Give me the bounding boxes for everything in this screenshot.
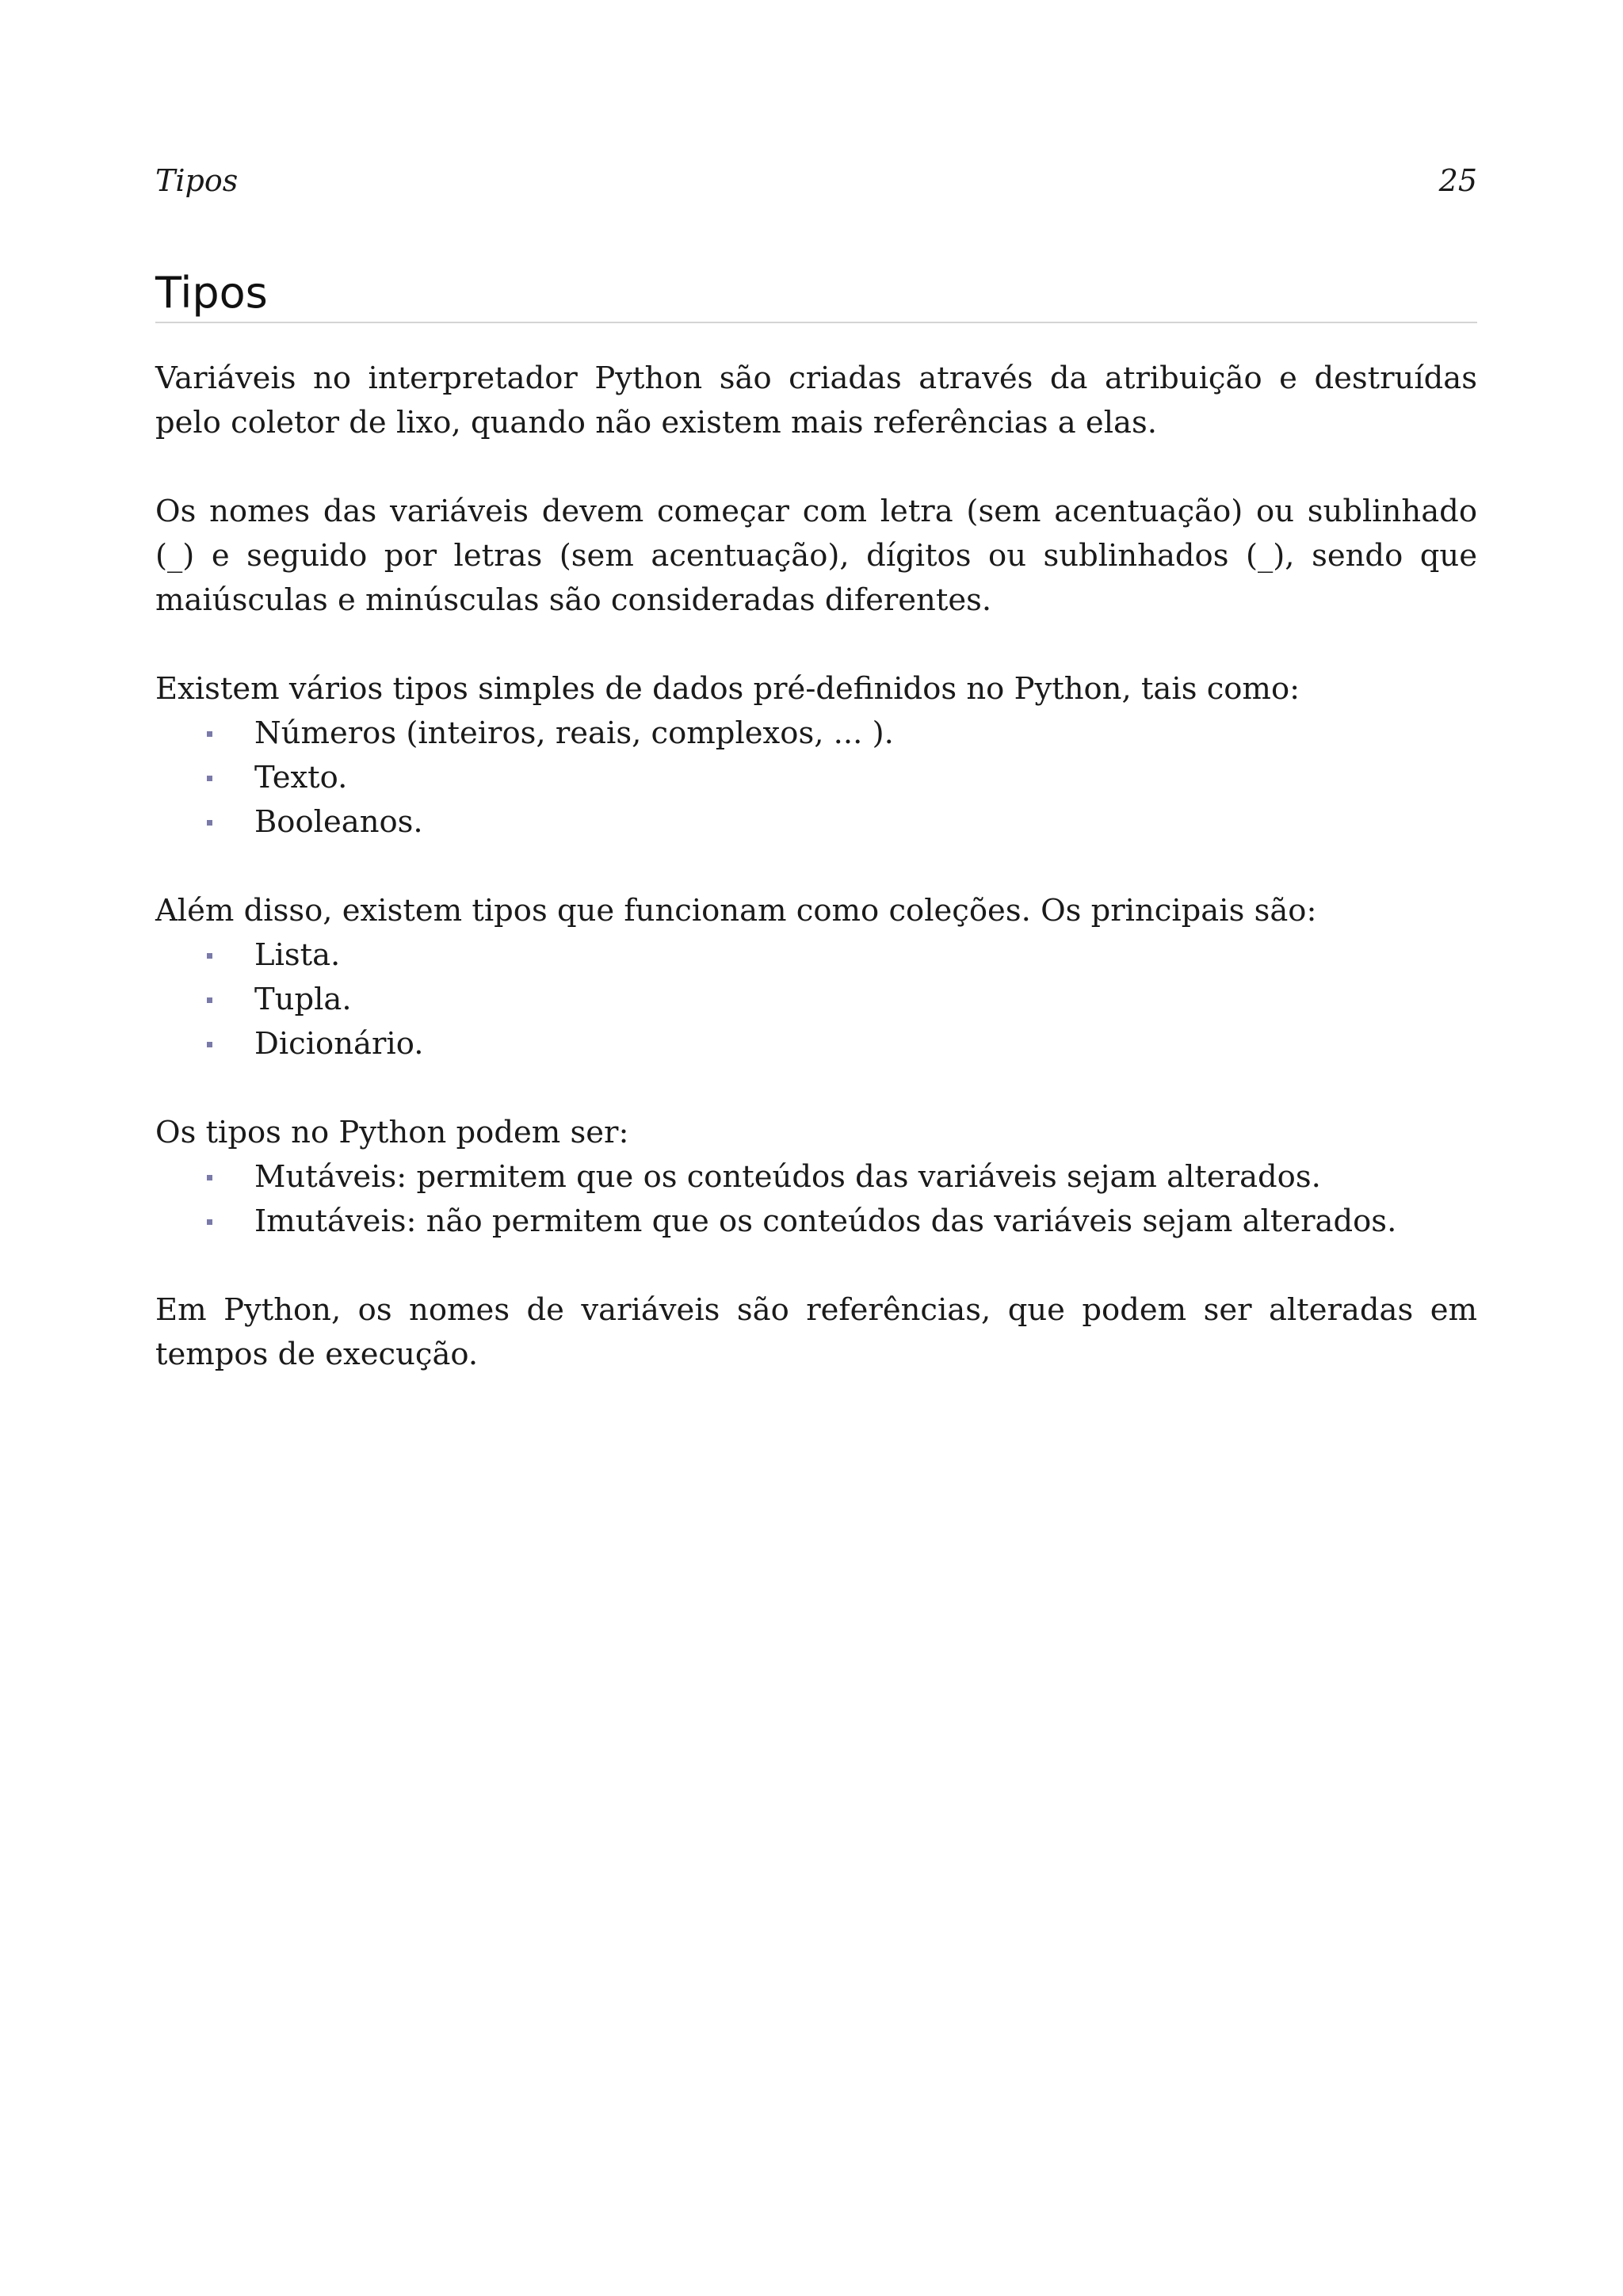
- section-title: Tipos: [155, 268, 268, 318]
- list-item: Tupla.: [155, 978, 1477, 1022]
- paragraph-mutability-intro: Os tipos no Python podem ser:: [155, 1115, 629, 1150]
- bullet-icon: [207, 1042, 212, 1047]
- list-item: Números (inteiros, reais, complexos, ... ).: [155, 711, 1477, 756]
- page-number: 25: [1438, 163, 1477, 198]
- title-underline-rule: [155, 322, 1477, 323]
- list-collection-types: [155, 933, 1477, 1066]
- list-item: Mutáveis: permitem que os conteúdos das variáveis sejam alterados.: [155, 1155, 1477, 1199]
- paragraph-simple-types-intro: Existem vários tipos simples de dados pré-definidos no Python, tais como:: [155, 671, 1300, 707]
- list-item: Lista.: [155, 933, 1477, 978]
- running-header: [155, 158, 1477, 203]
- bullet-icon: [207, 997, 212, 1003]
- running-header-title: Tipos: [155, 163, 239, 198]
- paragraph-variable-naming: Os nomes das variáveis devem começar com letra (sem acentuação) ou sublinhado (_) e seguido por letras (sem acentuação), dígitos ou sublinhados (_), sendo que maiúsculas e minúsculas são consideradas diferentes.: [155, 494, 1477, 618]
- list-item: Dicionário.: [155, 1022, 1477, 1066]
- bullet-icon: [207, 731, 212, 737]
- bullet-icon: [207, 776, 212, 781]
- body-content: [155, 357, 1477, 1377]
- list-simple-types: [155, 711, 1477, 845]
- list-item: Booleanos.: [155, 800, 1477, 845]
- list-item: Texto.: [155, 756, 1477, 800]
- list-mutability: [155, 1155, 1477, 1244]
- document-page: [155, 0, 1477, 2296]
- bullet-icon: [207, 820, 212, 826]
- bullet-icon: [207, 953, 212, 959]
- bullet-icon: [207, 1175, 212, 1180]
- bullet-icon: [207, 1219, 212, 1225]
- list-item: Imutáveis: não permitem que os conteúdos das variáveis sejam alterados.: [155, 1199, 1477, 1244]
- paragraph-references: Em Python, os nomes de variáveis são referências, que podem ser alteradas em tempos de execução.: [155, 1292, 1477, 1372]
- paragraph-collections-intro: Além disso, existem tipos que funcionam como coleções. Os principais são:: [155, 893, 1317, 929]
- paragraph-variables-intro: Variáveis no interpretador Python são criadas através da atribuição e destruídas pelo coletor de lixo, quando não existem mais referências a elas.: [155, 360, 1477, 441]
